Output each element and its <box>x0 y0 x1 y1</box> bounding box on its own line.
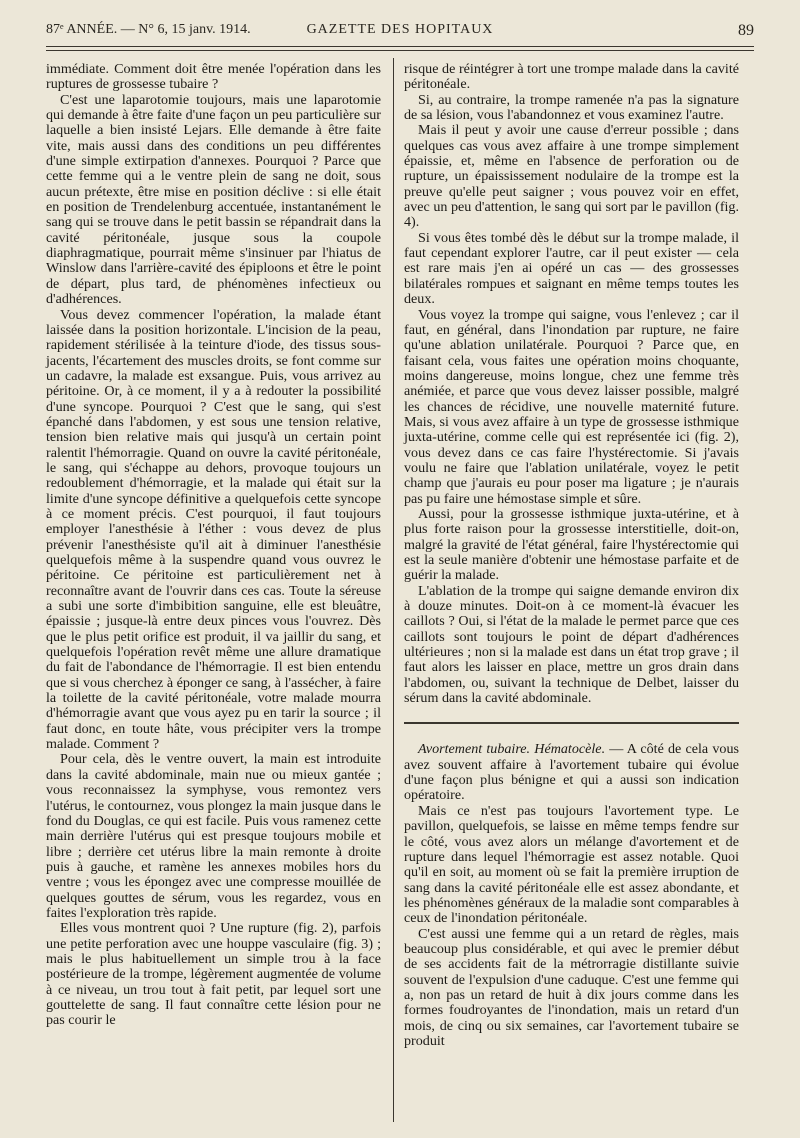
header-rule <box>46 46 754 47</box>
paragraph: Vous devez commencer l'opération, la malade étant laissée dans la position horizontale. L'incision de la peau, rapidement stérilisée à la teinture d'iode, des tissus sous-jacents, l'écartement des muscles droits, se font comme sur un cadavre, la malade est exsangue. Puis, vous arrivez au péritoine. Or, à ce moment, il y a à redouter la possibilité d'une syncope. Pourquoi ? C'est que le sang, qui s'est épanché dans l'abdomen, y est sous une tension relative, tension bien relative mais qui jusqu'à un certain point ralentit l'hémorragie. Quand on ouvre la cavité péritonéale, le sang, qui s'échappe au dehors, provoque toujours un redoublement d'hémorragie, et la malade qui était sur la limite d'une syncope définitive a quelquefois cette syncope à ce moment précis. C'est pourquoi, il faut toujours employer l'anesthésie à l'éther : vous devez de plus prévenir l'anesthésiste qu'il ait à diminuer l'anesthésie quelquefois même à la suspendre quand vous ouvrez le péritoine. Ce péritoine est particulièrement net à reconnaître avant de l'ouvrir dans ces cas. Toute la séreuse a subi une sorte d'imbibition sanguine, elle est bleuâtre, épaissie ; jusque-là entre deux pinces vous l'ouvrez. Dès que le plus petit orifice est produit, il va jaillir du sang, et quelquefois l'opération revêt même une allure dramatique du fait de l'abondance de l'hémorragie. Il est bien entendu que si vous cherchez à éponger ce sang, à l'assécher, à faire la toilette de la cavité péritonéale, votre malade mourra d'hémorragie avant que vous ayez pu en tarir la source ; il faut donc, en toute hâte, vous précipiter vers la trompe malade. Comment ? <box>46 306 381 753</box>
paragraph: Si vous êtes tombé dès le début sur la trompe malade, il faut cependant explorer l'autre, car il peut exister — cela est rare mais j'en ai opéré un cas — des grossesses bilatérales rompues et saignant en même temps toutes les deux. <box>404 229 739 308</box>
section-lead-text: — A côté de cela vous avez souvent affaire à l'avortement tubaire qui évolue d'une façon plus bénigne et qui a aussi son indication opératoire. <box>404 741 739 804</box>
column-divider <box>393 58 394 1122</box>
page-number: 89 <box>738 22 754 39</box>
paragraph: Mais ce n'est pas toujours l'avortement type. Le pavillon, quelquefois, se laisse en même temps fendre sur le côté, vous avez alors un mélange d'avortement et de rupture dans lequel l'hémorragie est assez notable. Quoi qu'il en soit, au moment où se fait la première irruption de sang dans la cavité péritonéale elle est assez abondante, et les phénomènes généraux de la maladie sont comparables à ceux de l'inondation péritonéale. <box>404 802 739 927</box>
paragraph: risque de réintégrer à tort une trompe malade dans la cavité péritonéale. <box>404 61 739 93</box>
paragraph: Aussi, pour la grossesse isthmique juxta-utérine, et à plus forte raison pour la grossesse interstitielle, doit-on, malgré la gravité de l'état général, faire l'hystérectomie qui est la seule manière d'obtenir une hémostase parfaite et de guérir la malade. <box>404 505 739 584</box>
paragraph: C'est une laparotomie toujours, mais une laparotomie qui demande à être faite d'une façon un peu particulière sur laquelle a bien insisté Lejars. Elle demande à être faite vite, mais aussi dans des conditions un peu différentes d'une simple extirpation d'annexes. Pourquoi ? Parce que cette femme qui a le ventre plein de sang ne doit, sous aucun prétexte, être mise en position déclive : si elle était en position de Trendelenburg accentuée, instantanément le sang qui se trouve dans le petit bassin se répandrait dans la cavité péritonéale, jusque sous la coupole diaphragmatique, pourrait même s'insinuer par l'hiatus de Winslow dans l'arrière-cavité des épiploons et être le point de départ, plus tard, de phénomènes infectieux ou d'adhérences. <box>46 91 381 308</box>
paragraph: Si, au contraire, la trompe ramenée n'a pas la signature de sa lésion, vous l'abandonnez et vous examinez l'autre. <box>404 91 739 124</box>
issue-info: 87ᵉ ANNÉE. — N° 6, 15 janv. 1914. <box>46 22 251 37</box>
header-rule-double <box>46 50 754 51</box>
section-title: Avortement tubaire. Hématocèle. <box>418 741 606 758</box>
paragraph: C'est aussi une femme qui a un retard de règles, mais beaucoup plus considérable, et qui avec le premier début de ses accidents fait de la métrorragie distillante suivie souvent de l'expulsion d'une caduque. C'est une femme qui a, non pas un retard de huit à dix jours comme dans les formes foudroyantes de l'inondation, mais un retard d'un mois, de cinq ou six semaines, car l'avortement tubaire se produit <box>404 925 739 1049</box>
paragraph: Elles vous montrent quoi ? Une rupture (fig. 2), parfois une petite perforation avec une houppe vasculaire (fig. 3) ; mais le plus habituellement un simple trou à la face postérieure de la trompe, légèrement augmentée de volume à ce niveau, un trou tout à fait petit, par lequel sort une gouttelette de sang. Il faut connaître cette lésion pour ne pas courir le <box>46 920 381 1029</box>
page-header <box>46 22 754 44</box>
paragraph: Mais il peut y avoir une cause d'erreur possible ; dans quelques cas vous avez affaire à une trompe simplement épaissie, et, même en l'absence de perforation ou de rupture, un épaississement nodulaire de la trompe est la preuve qu'elle peut saigner ; vous pouvez voir en effet, avec un peu d'attention, le sang qui sort par le pavillon (fig. 4). <box>404 122 739 231</box>
paragraph: L'ablation de la trompe qui saigne demande environ dix à douze minutes. Doit-on à ce moment-là évacuer les caillots ? Oui, si l'état de la malade le permet parce que ces caillots sont toujours le point de départ d'adhérences ultérieures ; non si la malade est dans un état trop grave ; il faut alors les laisser en place, mettre un gros drain dans l'abdomen, ou, suivant la technique de Delbet, laisser du sérum dans la cavité abdominale. <box>404 582 739 707</box>
journal-title: GAZETTE DES HOPITAUX <box>306 22 494 37</box>
paragraph: Vous voyez la trompe qui saigne, vous l'enlevez ; car il faut, en général, dans l'inondation par rupture, ne faire qu'une ablation unilatérale. Pourquoi ? Parce que, en faisant cela, vous faites une opération moins choquante, moins dangereuse, moins longue, chez une femme très anémiée, et parce que vous devez laisser possible, malgré les chances de récidive, une nouvelle maternité future. Mais, si vous avez affaire à un type de grossesse isthmique juxta-utérine, comme celle qui est représentée ici (fig. 2), vous devez dans ce cas faire l'hystérectomie. Si j'avais voulu ne faire que l'ablation unilatérale, voyez le petit champ que j'aurais eu pour poser ma ligature ; je n'aurais pas pu faire une hémostase simple et sûre. <box>404 306 739 507</box>
section-paragraph <box>404 742 739 803</box>
paragraph: immédiate. Comment doit être menée l'opération dans les ruptures de grossesse tubaire ? <box>46 61 381 93</box>
left-column <box>46 62 381 1029</box>
paragraph: Pour cela, dès le ventre ouvert, la main est introduite dans la cavité abdominale, main nue ou mieux gantée ; vous reconnaissez la symphyse, vous remontez vers l'utérus, le contournez, vous plongez la main jusque dans le fond du Douglas, ce qui est facile. Puis vous ramenez cette main derrière l'utérus qui est presque toujours mobile et libre ; derrière cet utérus libre la main remonte à droite puis à gauche, et ramène les annexes mobiles hors du ventre ; vous les épongez avec une compresse mouillée de quelques gouttes de sérum, vous les regardez, vous en faites l'exploration très rapide. <box>46 751 381 921</box>
right-column <box>404 62 739 1049</box>
section-separator <box>404 722 739 724</box>
